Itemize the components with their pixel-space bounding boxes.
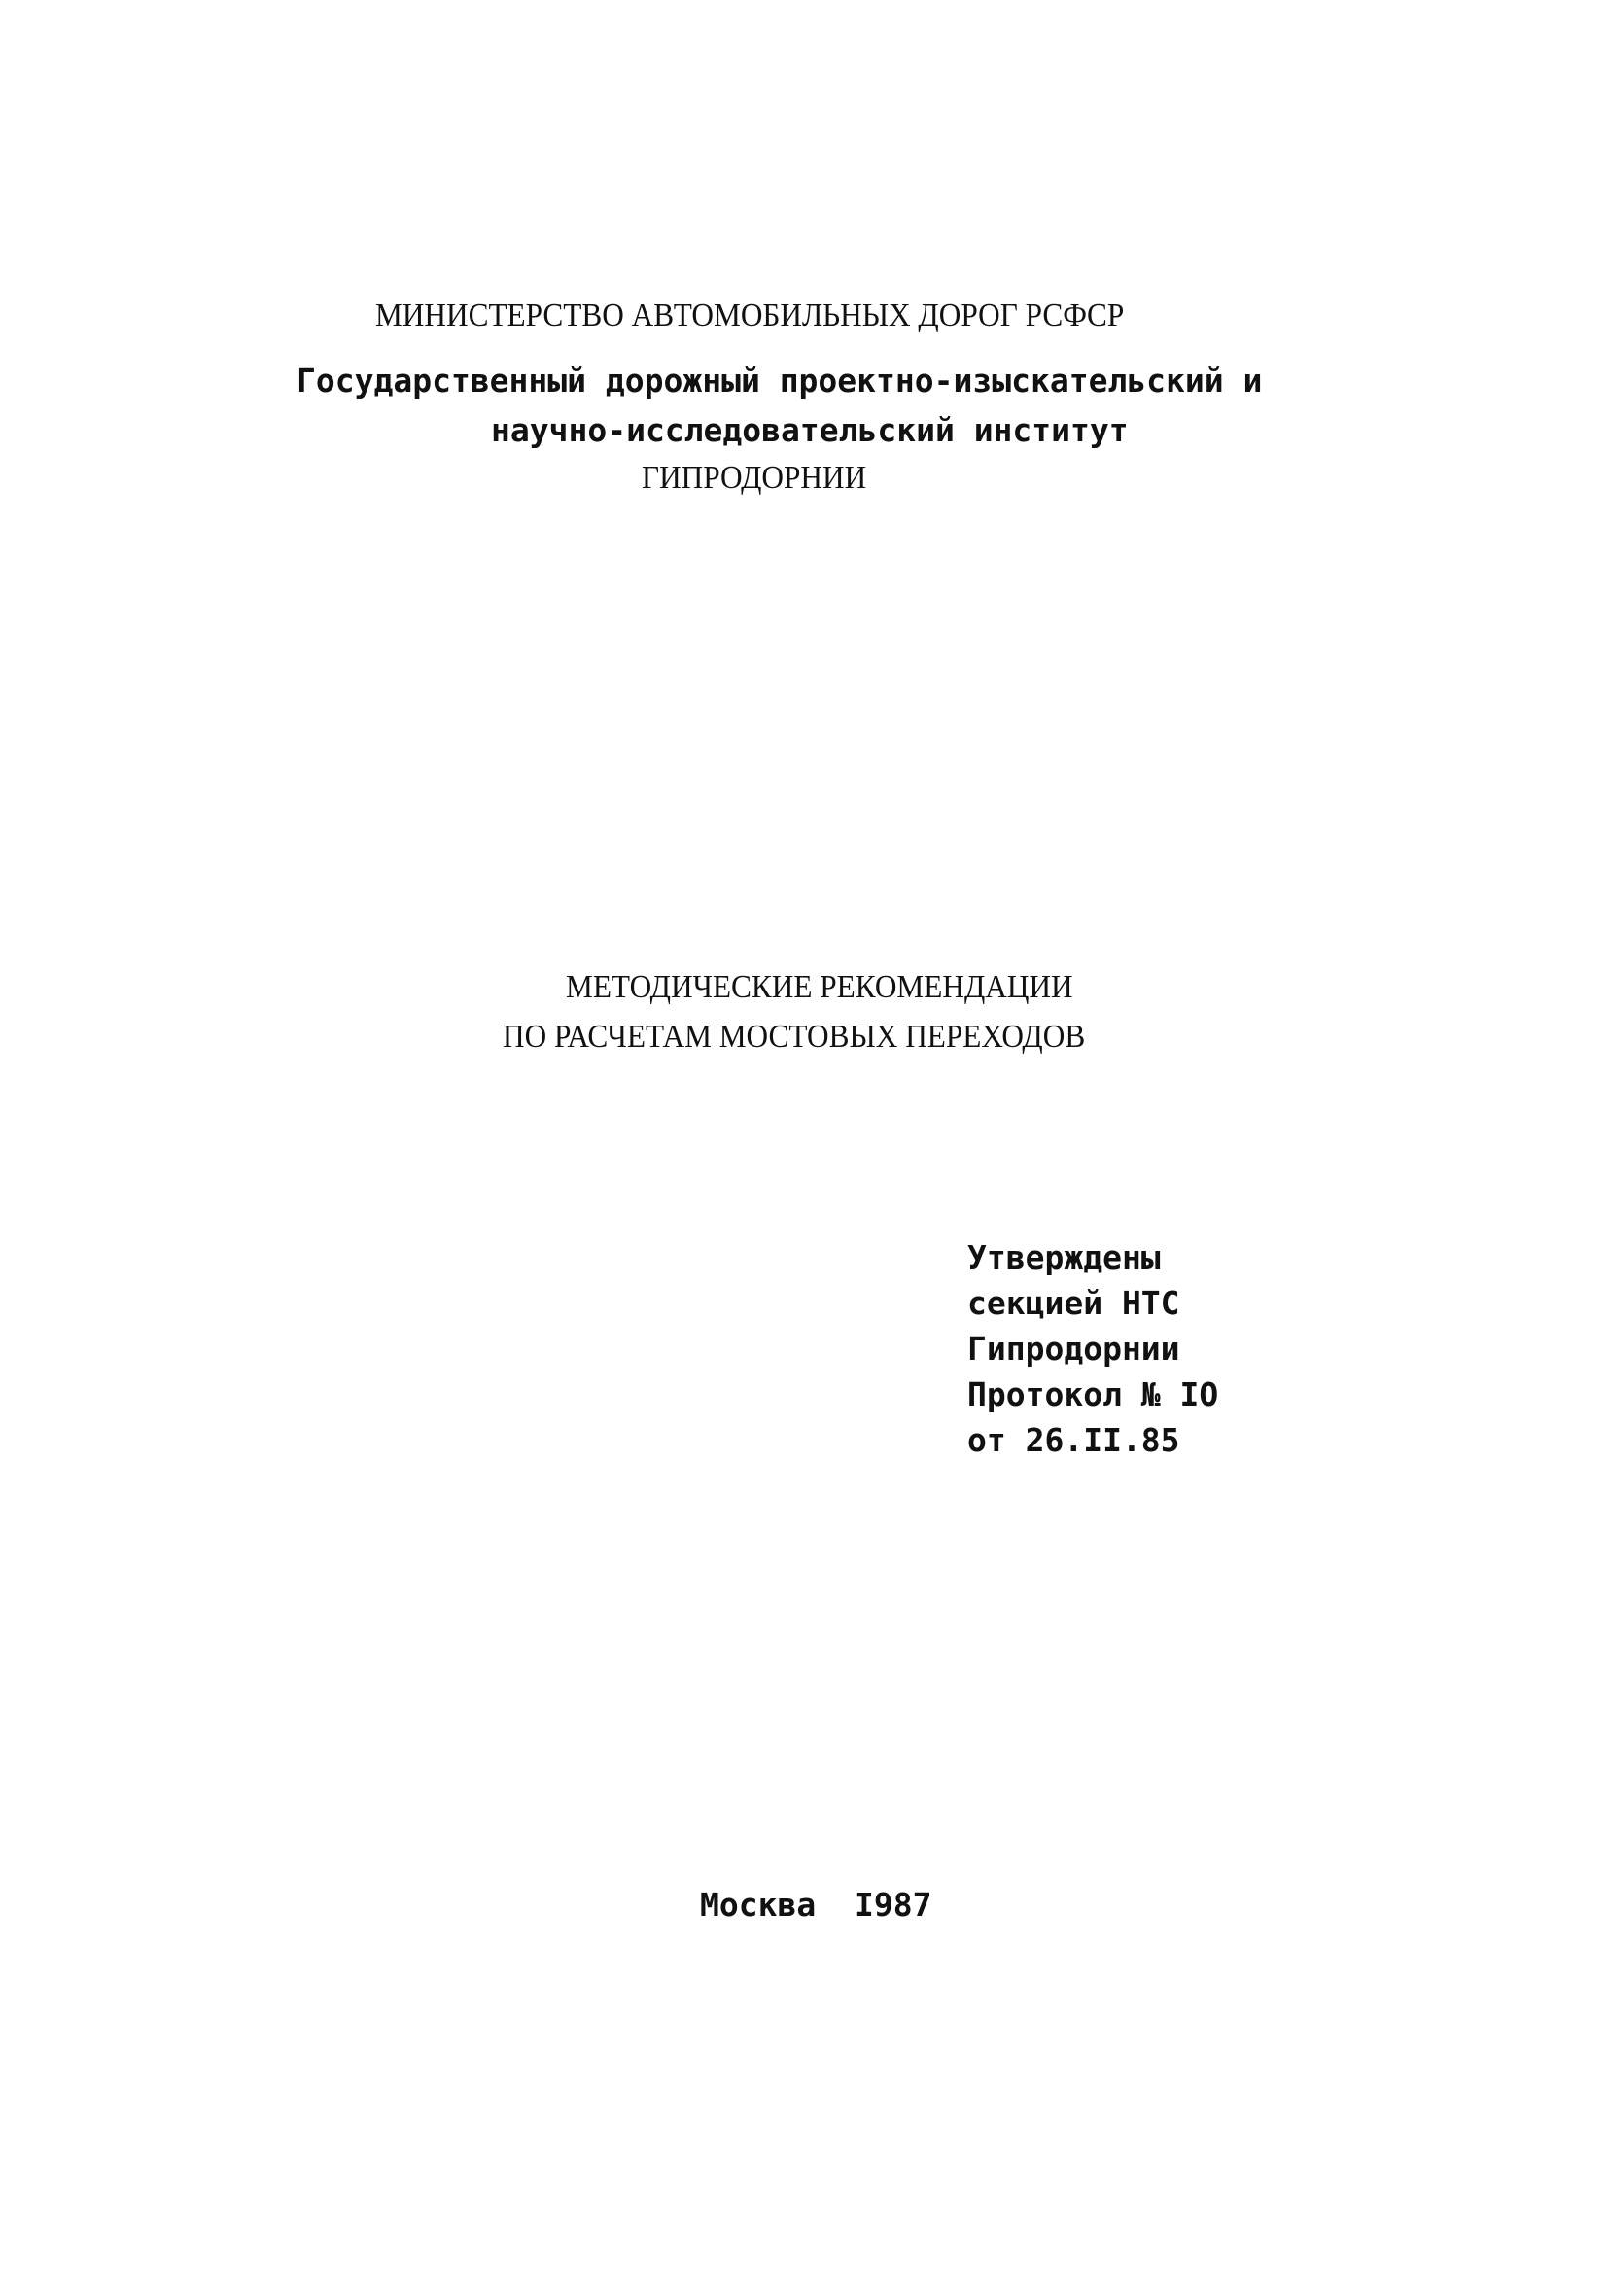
ministry-heading: МИНИСТЕРСТВО АВТОМОБИЛЬНЫХ ДОРОГ РСФСР (375, 297, 1125, 333)
approval-line-2: секцией НТС (967, 1284, 1180, 1322)
approval-line-5: от 26.II.85 (967, 1421, 1180, 1459)
approval-block (967, 1235, 1218, 1463)
publication-year: I987 (854, 1886, 932, 1924)
document-title-line-1: МЕТОДИЧЕСКИЕ РЕКОМЕНДАЦИИ (566, 969, 1073, 1005)
approval-line-4: Протокол № IO (967, 1375, 1219, 1413)
document-title-line-2: ПО РАСЧЕТАМ МОСТОВЫХ ПЕРЕХОДОВ (503, 1019, 1086, 1055)
publication-city: Москва (700, 1886, 817, 1924)
institute-name: ГИПРОДОРНИИ (642, 460, 867, 496)
approval-line-3: Гипродорнии (967, 1330, 1180, 1368)
institute-line-2: научно-исследовательский институт (491, 411, 1129, 449)
institute-line-1: Государственный дорожный проектно-изыскательский и (297, 362, 1263, 400)
approval-line-1: Утверждены (967, 1238, 1161, 1276)
publication-place-year (700, 1886, 932, 1924)
